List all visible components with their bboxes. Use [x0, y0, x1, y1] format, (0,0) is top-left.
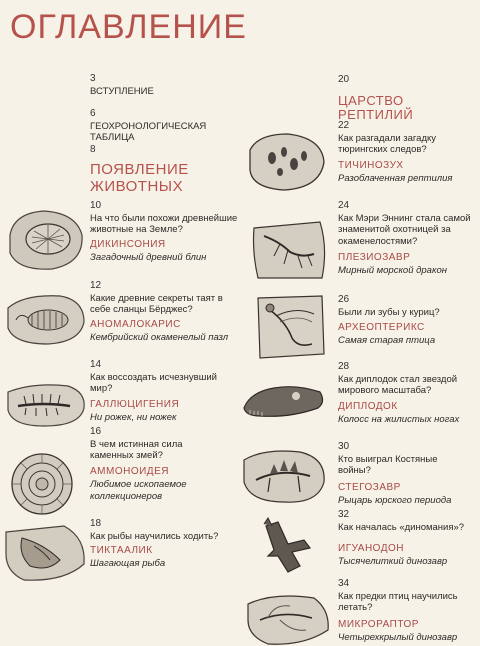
page-number: 3 — [90, 73, 96, 84]
entry-name: АММОНОИДЕЯ — [90, 466, 169, 478]
entry-question: Как диплодок стал звездой мирового масштаба? — [338, 373, 458, 397]
entry-question: Как началась «диномания»? — [338, 521, 465, 533]
entry-name: ПЛЕЗИОЗАВР — [338, 252, 411, 264]
toc-section-reptiles[interactable] — [338, 74, 478, 123]
entry-question: Как разгадали загадку тюрингских следов? — [338, 132, 437, 156]
page-number: 16 — [90, 426, 102, 437]
entry-subtitle: Колосс на жилистых ногах — [338, 413, 460, 425]
toc-entry-dickinsonia[interactable] — [90, 200, 240, 264]
entry-question: Как рыбы научились ходить? — [90, 530, 219, 542]
entry-name: ТИКТААЛИК — [90, 545, 153, 557]
plesiosaur-fossil-icon — [250, 218, 328, 282]
page-number: 32 — [338, 509, 350, 520]
entry-subtitle: Любимое ископаемое коллекционеров — [90, 478, 187, 502]
entry-question: Были ли зубы у куриц? — [338, 306, 440, 318]
entry-subtitle: Загадочный древний блин — [90, 251, 207, 263]
microraptor-fossil-icon — [244, 590, 330, 646]
section-title: ПОЯВЛЕНИЕ ЖИВОТНЫХ — [90, 160, 189, 195]
entry-question: Как предки птиц научились летать? — [338, 590, 458, 614]
entry-question: На что были похожи древнейшие животные на Земле? — [90, 212, 238, 236]
page-number: 8 — [90, 144, 96, 155]
entry-name: СТЕГОЗАВР — [338, 482, 401, 494]
entry-title: ВСТУПЛЕНИЕ — [90, 85, 154, 97]
tiktaalik-fossil-icon — [4, 524, 88, 584]
toc-entry-plesiosaurus[interactable] — [338, 200, 473, 277]
entry-subtitle: Тысячелиткий динозавр — [338, 555, 448, 567]
entry-title: ГЕОХРОНОЛОГИЧЕСКАЯ ТАБЛИЦА — [90, 120, 207, 144]
archaeopteryx-fossil-icon — [252, 292, 328, 362]
toc-entry-ammonoidea[interactable] — [90, 426, 210, 503]
toc-entry-anomalocaris[interactable] — [90, 280, 240, 344]
toc-entry-tiktaalik[interactable] — [90, 518, 240, 570]
entry-name: МИКРОРАПТОР — [338, 619, 419, 631]
page-number: 24 — [338, 200, 350, 211]
page-number: 12 — [90, 280, 102, 291]
entry-question: Кто выиграл Костяные войны? — [338, 453, 438, 477]
entry-subtitle: Мирный морской дракон — [338, 264, 447, 276]
ammonite-fossil-icon — [4, 448, 82, 518]
toc-entry-stegosaurus[interactable] — [338, 441, 473, 507]
toc-entry-iguanodon[interactable] — [338, 509, 473, 568]
toc-entry-diplodocus[interactable] — [338, 361, 473, 426]
dickinsonia-fossil-icon — [4, 205, 86, 275]
toc-entry-tichinosuchus[interactable] — [338, 120, 473, 185]
entry-name: АРХЕОПТЕРИКС — [338, 322, 425, 334]
entry-name: ИГУАНОДОН — [338, 543, 405, 555]
entry-name: ГАЛЛЮЦИГЕНИЯ — [90, 399, 180, 411]
entry-subtitle: Ни рожек, ни ножек — [90, 411, 177, 423]
entry-question: Какие древние секреты таят в себе сланцы Бёрджес? — [90, 292, 223, 316]
page-number: 10 — [90, 200, 102, 211]
entry-question: В чем истинная сила каменных змей? — [90, 438, 183, 462]
toc-section-animals[interactable] — [90, 144, 230, 195]
toc-entry-geo[interactable] — [90, 108, 250, 144]
page-number: 14 — [90, 359, 102, 370]
iguanodon-hand-icon — [254, 516, 320, 578]
page-number: 28 — [338, 361, 350, 372]
page-number: 26 — [338, 294, 350, 305]
entry-name: ДИПЛОДОК — [338, 401, 398, 413]
page-number: 22 — [338, 120, 350, 131]
entry-subtitle: Шагающая рыба — [90, 557, 166, 569]
diplodocus-skull-icon — [240, 378, 328, 422]
entry-question: Как воссоздать исчезнувший мир? — [90, 371, 217, 395]
entry-subtitle: Кембрийский окаменелый пазл — [90, 331, 229, 343]
hallucigenia-fossil-icon — [4, 380, 88, 430]
entry-subtitle: Разоблаченная рептилия — [338, 172, 453, 184]
entry-subtitle: Четырехкрылый динозавр — [338, 631, 458, 643]
page-number: 6 — [90, 108, 96, 119]
entry-subtitle: Рыцарь юрского периода — [338, 494, 452, 506]
toc-entry-archaeopteryx[interactable] — [338, 294, 473, 347]
page-number: 34 — [338, 578, 350, 589]
page-number: 20 — [338, 74, 350, 85]
toc-entry-intro[interactable] — [90, 73, 240, 97]
entry-subtitle: Самая старая птица — [338, 334, 436, 346]
entry-name: ТИЧИНОЗУХ — [338, 160, 404, 172]
section-title: ЦАРСТВО РЕПТИЛИЙ — [338, 92, 414, 123]
page-number: 30 — [338, 441, 350, 452]
toc-entry-microraptor[interactable] — [338, 578, 478, 644]
page-number: 18 — [90, 518, 102, 529]
entry-name: ДИКИНСОНИЯ — [90, 239, 166, 251]
entry-question: Как Мэри Эннинг стала самой знаменитой охотницей за окаменелостями? — [338, 212, 471, 248]
toc-entry-hallucigenia[interactable] — [90, 359, 240, 424]
page-title: ОГЛАВЛЕНИЕ — [10, 8, 247, 46]
stegosaurus-fossil-icon — [240, 446, 330, 506]
entry-name: АНОМАЛОКАРИС — [90, 319, 181, 331]
footprint-fossil-icon — [244, 130, 328, 194]
anomalocaris-fossil-icon — [4, 292, 88, 348]
